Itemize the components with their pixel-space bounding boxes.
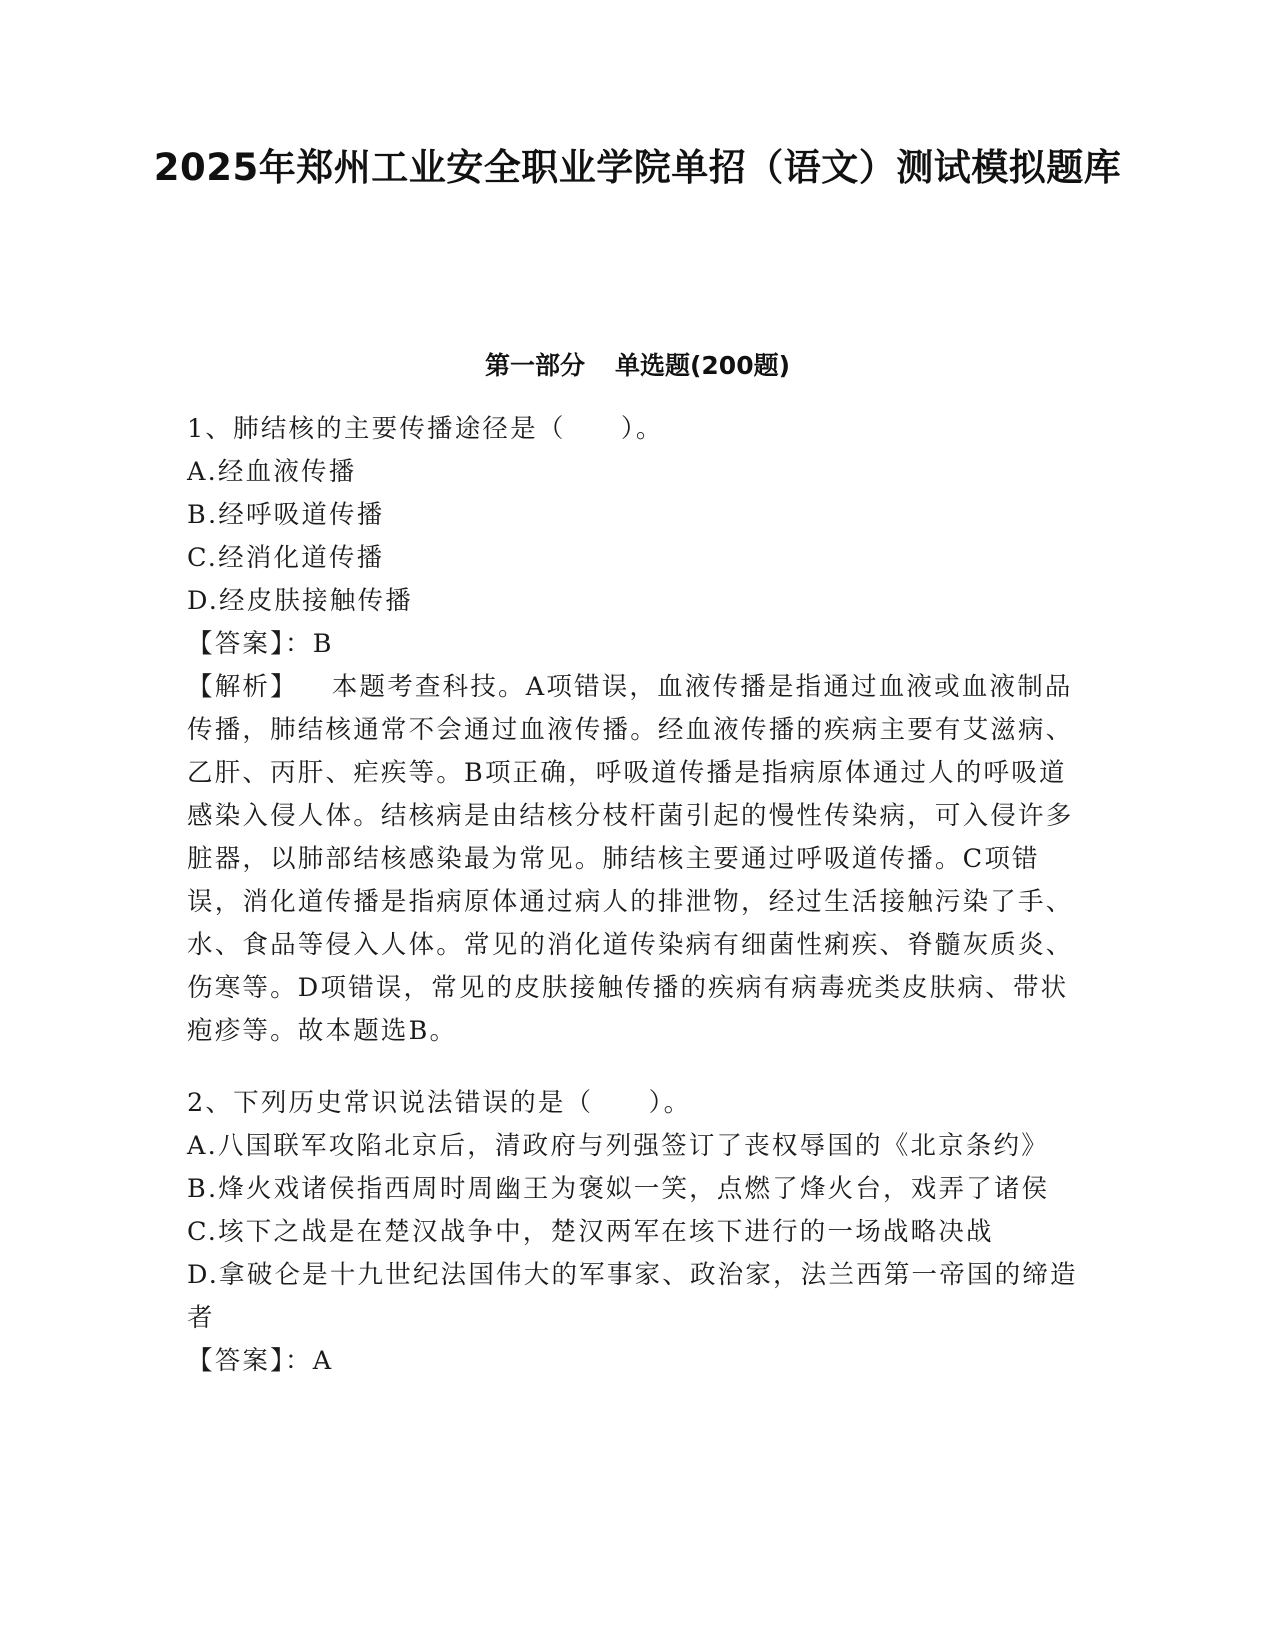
- option-c: C.经消化道传播: [187, 543, 385, 573]
- section-name: 单选题(200题): [614, 351, 791, 380]
- option-b: B.烽火戏诸侯指西周时周幽王为褒姒一笑，点燃了烽火台，戏弄了诸侯: [187, 1174, 1050, 1204]
- page-title: 2025年郑州工业安全职业学院单招（语文）测试模拟题库: [153, 146, 1122, 189]
- question-stem: 1、肺结核的主要传播途径是（ ）。: [187, 414, 664, 444]
- option-d: D.经皮肤接触传播: [187, 586, 413, 616]
- option-d: D.拿破仑是十九世纪法国伟大的军事家、政治家，法兰西第一帝国的缔造者: [187, 1260, 1078, 1333]
- explanation-label: 【解析】: [187, 672, 298, 702]
- answer-label: 【答案】：: [187, 1346, 313, 1376]
- answer-value: A: [312, 1346, 334, 1376]
- answer-value: B: [312, 629, 334, 659]
- explanation: [187, 666, 1087, 1053]
- option-a: A.经血液传播: [187, 457, 357, 487]
- question-block: [187, 1082, 1087, 1383]
- section-part: 第一部分: [484, 351, 585, 380]
- option-c: C.垓下之战是在楚汉战争中，楚汉两军在垓下进行的一场战略决战: [187, 1217, 994, 1247]
- option-b: B.经呼吸道传播: [187, 500, 385, 530]
- explanation-text: 本题考查科技。A项错误，血液传播是指通过血液或血液制品传播，肺结核通常不会通过血液传播。经血液传播的疾病主要有艾滋病、乙肝、丙肝、疟疾等。B项正确，呼吸道传播是指病原体通过人的呼吸道感染入侵人体。结核病是由结核分枝杆菌引起的慢性传染病，可入侵许多脏器，以肺部结核感染最为常见。肺结核主要通过呼吸道传播。C项错误，消化道传播是指病原体通过病人的排泄物，经过生活接触污染了手、水、食品等侵入人体。常见的消化道传染病有细菌性痢疾、脊髓灰质炎、伤寒等。D项错误，常见的皮肤接触传播的疾病有病毒疣类皮肤病、带状疱疹等。故本题选B。: [187, 672, 1074, 1046]
- question-stem: 2、下列历史常识说法错误的是（ ）。: [187, 1088, 692, 1118]
- section-heading: [0, 348, 1275, 384]
- answer-line: [187, 1340, 1087, 1383]
- question-block: [187, 408, 1087, 1053]
- answer-line: [187, 623, 1087, 666]
- option-a: A.八国联军攻陷北京后，清政府与列强签订了丧权辱国的《北京条约》: [187, 1131, 1049, 1161]
- answer-label: 【答案】：: [187, 629, 313, 659]
